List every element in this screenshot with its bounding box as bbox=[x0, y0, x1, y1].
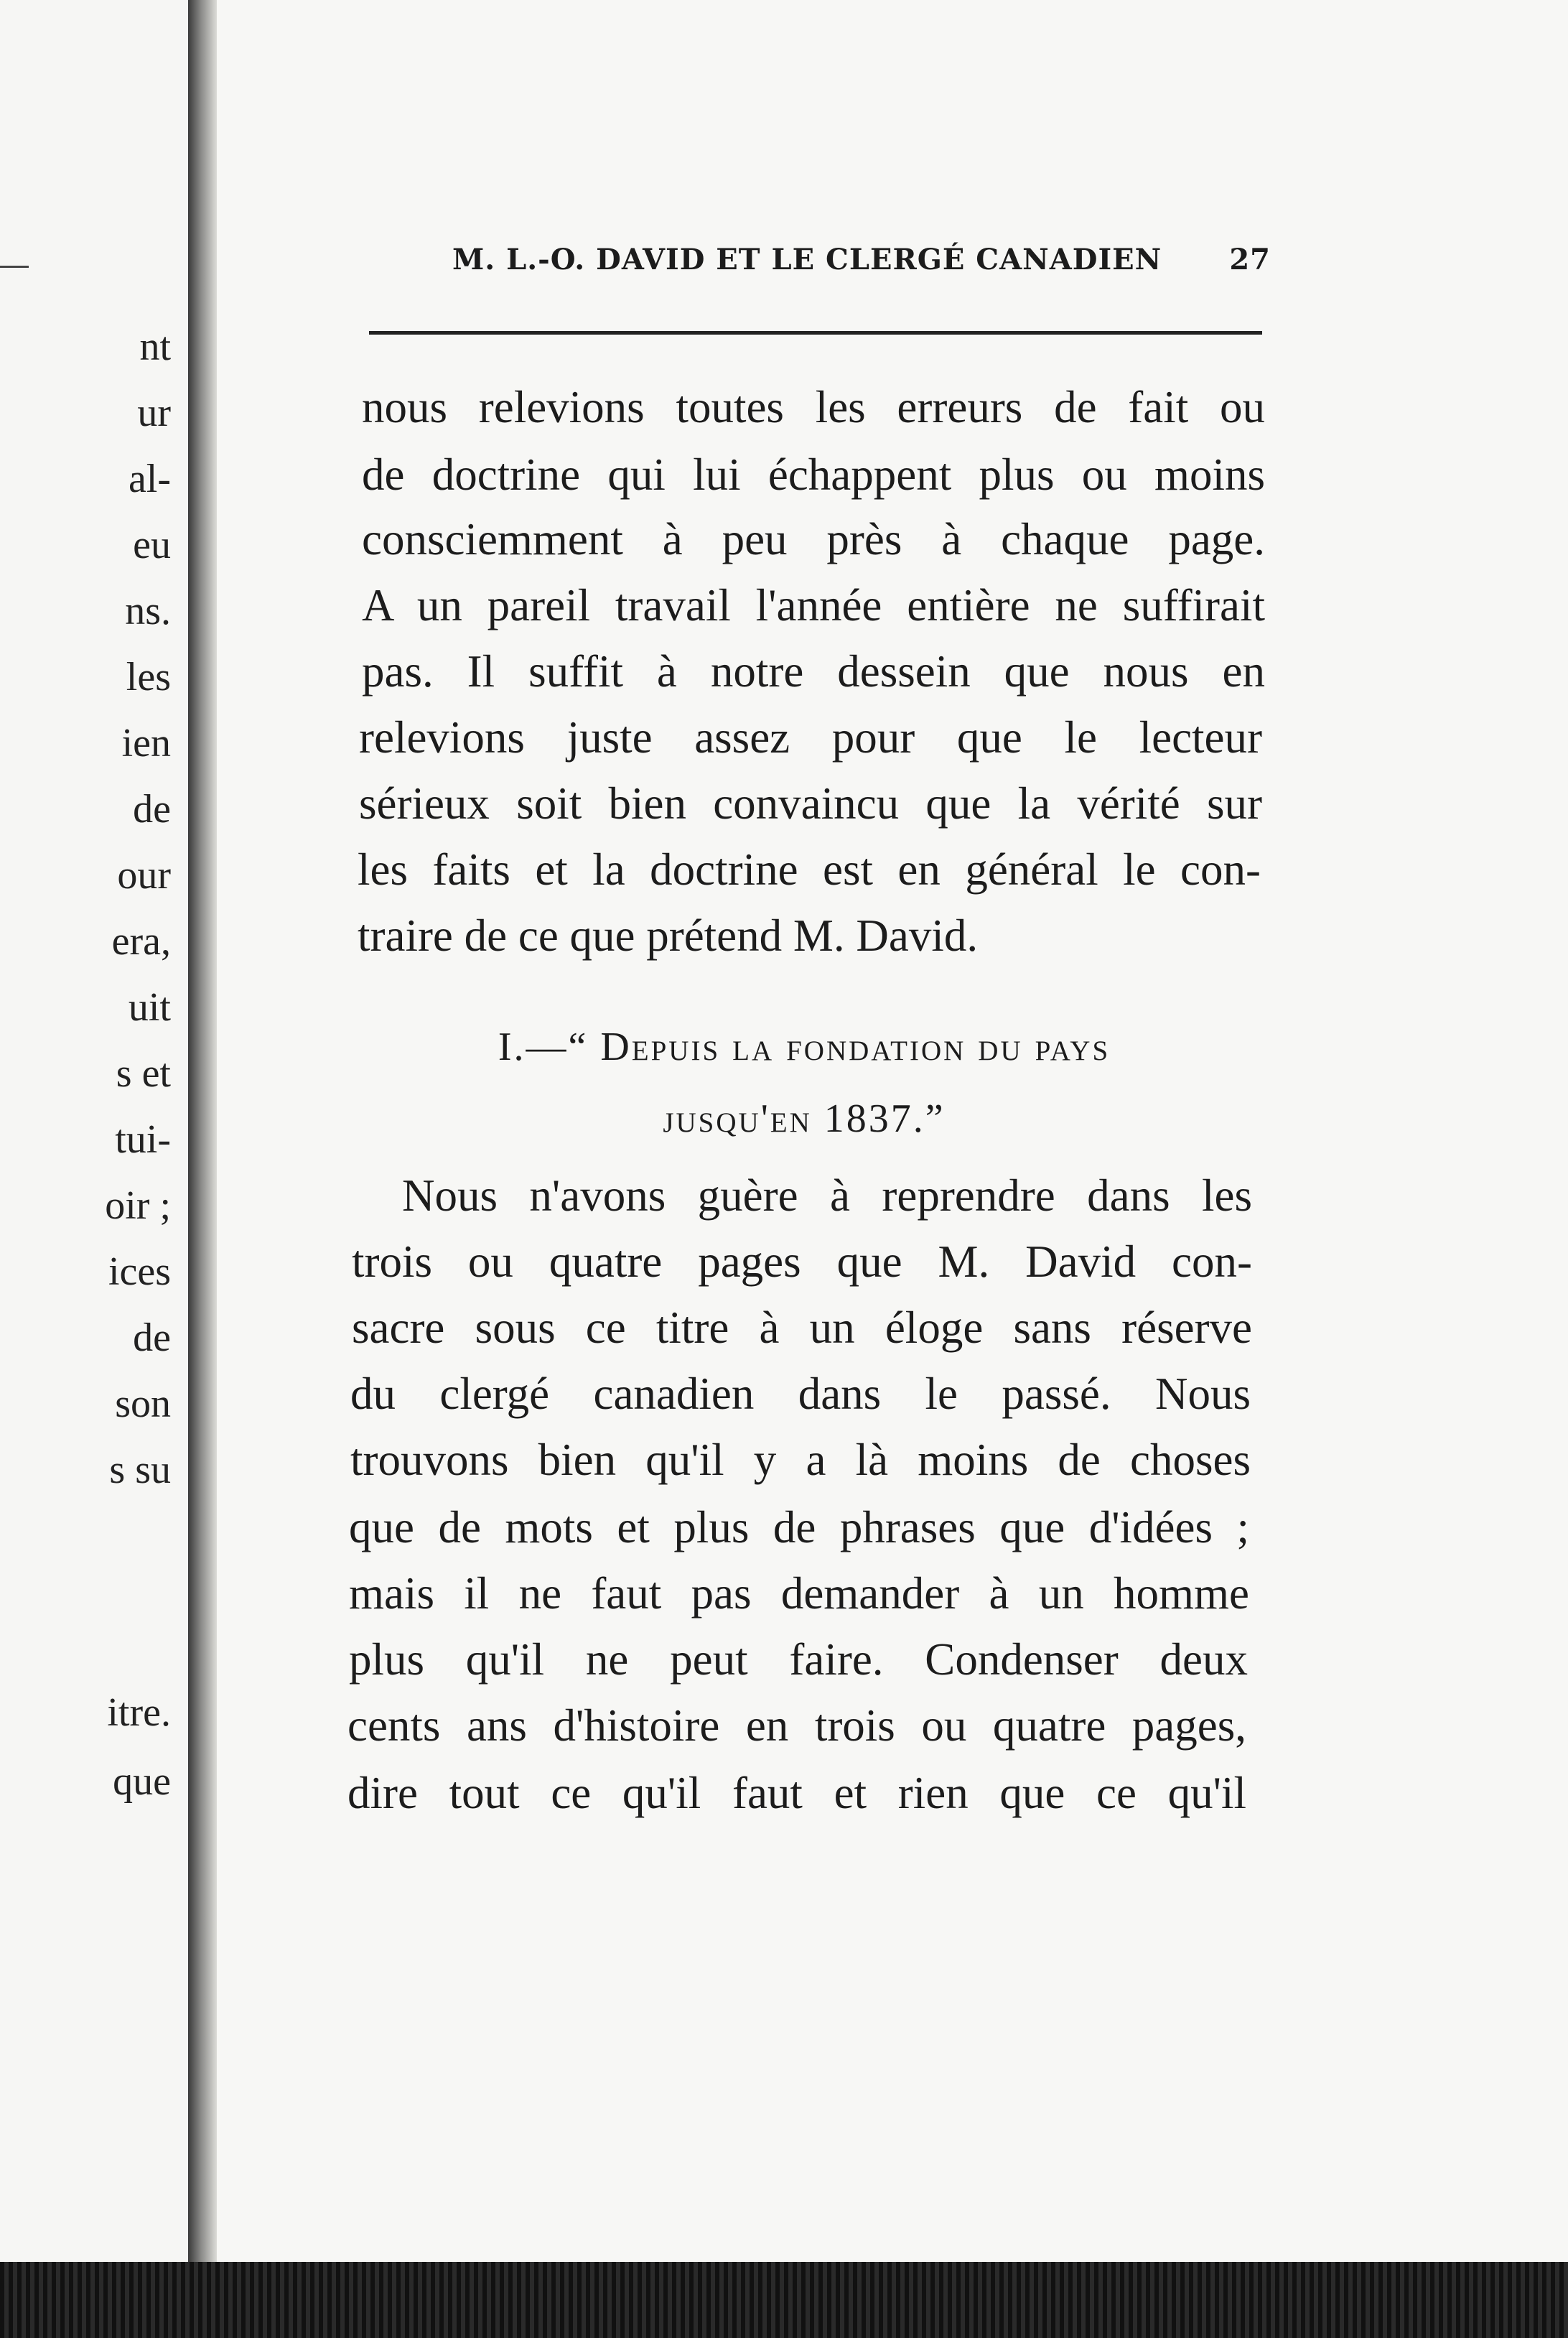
text-line: trouvons bien qu'il y a là moins de choses bbox=[350, 1435, 1251, 1485]
facing-page bbox=[0, 0, 192, 2262]
text-line: sacre sous ce titre à un éloge sans réserve bbox=[352, 1303, 1252, 1353]
facing-line-fragment: ns. bbox=[125, 589, 171, 633]
facing-line-fragment: nt bbox=[139, 325, 171, 369]
text-line: relevions juste assez pour que le lecteur bbox=[359, 712, 1262, 763]
text-line: pas. Il suffit à notre dessein que nous en bbox=[362, 646, 1265, 697]
text-line: traire de ce que prétend M. David. bbox=[358, 910, 979, 961]
scan-border bbox=[0, 2262, 1568, 2338]
text-line: de doctrine qui lui échappent plus ou moins bbox=[362, 450, 1265, 500]
text-line: que de mots et plus de phrases que d'idées ; bbox=[349, 1502, 1249, 1552]
facing-line-fragment: de bbox=[133, 1315, 171, 1360]
section-heading-line: jusqu'en 1837.” bbox=[663, 1096, 946, 1141]
facing-line-fragment: ices bbox=[108, 1249, 171, 1294]
text-line: sérieux soit bien convaincu que la vérité sur bbox=[359, 778, 1262, 829]
book-gutter bbox=[188, 0, 217, 2262]
text-line: du clergé canadien dans le passé. Nous bbox=[350, 1369, 1251, 1419]
text-line: Nous n'avons guère à reprendre dans les bbox=[402, 1170, 1252, 1221]
header-rule bbox=[369, 331, 1262, 335]
facing-line-fragment: al- bbox=[128, 457, 171, 501]
facing-line-fragment: les bbox=[126, 655, 171, 699]
facing-line-fragment: s et bbox=[116, 1051, 171, 1096]
text-line: mais il ne faut pas demander à un homme bbox=[349, 1568, 1249, 1619]
text-line: plus qu'il ne peut faire. Condenser deux bbox=[349, 1634, 1248, 1685]
text-line: consciemment à peu près à chaque page. bbox=[362, 514, 1265, 564]
facing-line-fragment: eu bbox=[133, 523, 171, 567]
facing-line-fragment: uit bbox=[128, 985, 171, 1030]
facing-line-fragment: de bbox=[133, 787, 171, 832]
facing-line-fragment: tui- bbox=[115, 1117, 171, 1162]
text-line: dire tout ce qu'il faut et rien que ce qu'il bbox=[347, 1768, 1246, 1818]
facing-line-fragment: itre. bbox=[107, 1690, 171, 1735]
running-head-title: M. L.-O. DAVID ET LE CLERGÉ CANADIEN bbox=[452, 243, 1162, 276]
section-heading bbox=[402, 1011, 1206, 1155]
facing-line-fragment: our bbox=[117, 853, 171, 898]
text-line: trois ou quatre pages que M. David con- bbox=[352, 1236, 1252, 1287]
text-line: cents ans d'histoire en trois ou quatre pages, bbox=[347, 1700, 1246, 1751]
running-head bbox=[452, 238, 1271, 281]
facing-page-rule bbox=[0, 266, 29, 268]
facing-line-fragment: son bbox=[115, 1382, 171, 1426]
facing-line-fragment: era, bbox=[111, 919, 171, 964]
text-line: A un pareil travail l'année entière ne suffirait bbox=[362, 580, 1265, 630]
page-number: 27 bbox=[1229, 243, 1271, 276]
facing-line-fragment: que bbox=[113, 1759, 171, 1804]
facing-line-fragment: s su bbox=[109, 1448, 171, 1492]
facing-line-fragment: ur bbox=[137, 391, 171, 435]
facing-line-fragment: ien bbox=[121, 721, 171, 765]
text-line: les faits et la doctrine est en général le con- bbox=[358, 844, 1261, 895]
section-heading-line: I.—“ Depuis la fondation du pays bbox=[498, 1025, 1111, 1069]
text-line: nous relevions toutes les erreurs de fait ou bbox=[362, 382, 1265, 432]
facing-line-fragment: oir ; bbox=[105, 1183, 171, 1228]
